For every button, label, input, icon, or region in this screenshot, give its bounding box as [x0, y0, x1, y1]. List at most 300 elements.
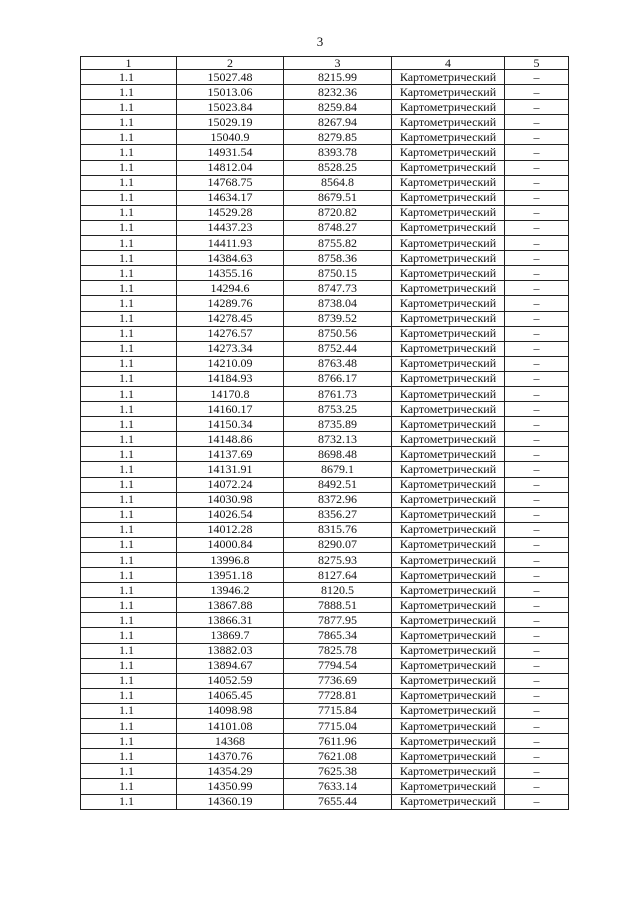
table-row — [81, 386, 569, 401]
table-row — [81, 356, 569, 371]
table-body — [81, 70, 569, 810]
method-cell: Картометрический — [392, 236, 505, 251]
table-row — [81, 447, 569, 462]
accuracy-cell: – — [505, 402, 569, 417]
y-coordinate-cell: 8267.94 — [284, 115, 392, 130]
table-row — [81, 492, 569, 507]
method-cell: Картометрический — [392, 281, 505, 296]
method-cell: Картометрический — [392, 311, 505, 326]
point-number-cell: 1.1 — [81, 779, 177, 794]
table-row — [81, 100, 569, 115]
x-coordinate-cell: 14384.63 — [177, 251, 284, 266]
accuracy-cell: – — [505, 371, 569, 386]
x-coordinate-cell: 14098.98 — [177, 703, 284, 718]
table-row — [81, 537, 569, 552]
method-cell: Картометрический — [392, 462, 505, 477]
y-coordinate-cell: 8679.1 — [284, 462, 392, 477]
x-coordinate-cell: 14634.17 — [177, 190, 284, 205]
point-number-cell: 1.1 — [81, 688, 177, 703]
point-number-cell: 1.1 — [81, 794, 177, 809]
y-coordinate-cell: 8215.99 — [284, 70, 392, 85]
x-coordinate-cell: 14072.24 — [177, 477, 284, 492]
table-row — [81, 734, 569, 749]
method-cell: Картометрический — [392, 537, 505, 552]
accuracy-cell: – — [505, 522, 569, 537]
method-cell: Картометрический — [392, 522, 505, 537]
accuracy-cell: – — [505, 341, 569, 356]
point-number-cell: 1.1 — [81, 432, 177, 447]
method-cell: Картометрический — [392, 175, 505, 190]
x-coordinate-cell: 14052.59 — [177, 673, 284, 688]
point-number-cell: 1.1 — [81, 522, 177, 537]
y-coordinate-cell: 7888.51 — [284, 598, 392, 613]
point-number-cell: 1.1 — [81, 568, 177, 583]
method-cell: Картометрический — [392, 477, 505, 492]
method-cell: Картометрический — [392, 779, 505, 794]
accuracy-cell: – — [505, 70, 569, 85]
accuracy-cell: – — [505, 266, 569, 281]
accuracy-cell: – — [505, 432, 569, 447]
point-number-cell: 1.1 — [81, 175, 177, 190]
x-coordinate-cell: 14210.09 — [177, 356, 284, 371]
accuracy-cell: – — [505, 447, 569, 462]
point-number-cell: 1.1 — [81, 462, 177, 477]
y-coordinate-cell: 7728.81 — [284, 688, 392, 703]
method-cell: Картометрический — [392, 205, 505, 220]
y-coordinate-cell: 8748.27 — [284, 220, 392, 235]
table-row — [81, 598, 569, 613]
method-cell: Картометрический — [392, 251, 505, 266]
accuracy-cell: – — [505, 598, 569, 613]
x-coordinate-cell: 14812.04 — [177, 160, 284, 175]
table-row — [81, 281, 569, 296]
method-cell: Картометрический — [392, 553, 505, 568]
x-coordinate-cell: 14026.54 — [177, 507, 284, 522]
column-header-3: 3 — [284, 57, 392, 70]
method-cell: Картометрический — [392, 326, 505, 341]
point-number-cell: 1.1 — [81, 236, 177, 251]
y-coordinate-cell: 7794.54 — [284, 658, 392, 673]
x-coordinate-cell: 14000.84 — [177, 537, 284, 552]
x-coordinate-cell: 14012.28 — [177, 522, 284, 537]
y-coordinate-cell: 8739.52 — [284, 311, 392, 326]
x-coordinate-cell: 14529.28 — [177, 205, 284, 220]
method-cell: Картометрический — [392, 402, 505, 417]
accuracy-cell: – — [505, 628, 569, 643]
method-cell: Картометрический — [392, 628, 505, 643]
x-coordinate-cell: 13951.18 — [177, 568, 284, 583]
y-coordinate-cell: 7715.84 — [284, 703, 392, 718]
x-coordinate-cell: 14184.93 — [177, 371, 284, 386]
method-cell: Картометрический — [392, 190, 505, 205]
table-row — [81, 613, 569, 628]
x-coordinate-cell: 14065.45 — [177, 688, 284, 703]
point-number-cell: 1.1 — [81, 734, 177, 749]
accuracy-cell: – — [505, 356, 569, 371]
column-header-2: 2 — [177, 57, 284, 70]
y-coordinate-cell: 8120.5 — [284, 583, 392, 598]
y-coordinate-cell: 8372.96 — [284, 492, 392, 507]
accuracy-cell: – — [505, 719, 569, 734]
accuracy-cell: – — [505, 658, 569, 673]
x-coordinate-cell: 14160.17 — [177, 402, 284, 417]
x-coordinate-cell: 14273.34 — [177, 341, 284, 356]
y-coordinate-cell: 7877.95 — [284, 613, 392, 628]
method-cell: Картометрический — [392, 417, 505, 432]
x-coordinate-cell: 14278.45 — [177, 311, 284, 326]
table-row — [81, 568, 569, 583]
table-row — [81, 402, 569, 417]
method-cell: Картометрический — [392, 688, 505, 703]
point-number-cell: 1.1 — [81, 115, 177, 130]
x-coordinate-cell: 15027.48 — [177, 70, 284, 85]
table-row — [81, 115, 569, 130]
accuracy-cell: – — [505, 100, 569, 115]
y-coordinate-cell: 8720.82 — [284, 205, 392, 220]
column-header-1: 1 — [81, 57, 177, 70]
accuracy-cell: – — [505, 296, 569, 311]
point-number-cell: 1.1 — [81, 266, 177, 281]
y-coordinate-cell: 8232.36 — [284, 85, 392, 100]
y-coordinate-cell: 8275.93 — [284, 553, 392, 568]
table-row — [81, 175, 569, 190]
x-coordinate-cell: 13882.03 — [177, 643, 284, 658]
y-coordinate-cell: 8738.04 — [284, 296, 392, 311]
point-number-cell: 1.1 — [81, 553, 177, 568]
point-number-cell: 1.1 — [81, 703, 177, 718]
accuracy-cell: – — [505, 492, 569, 507]
method-cell: Картометрический — [392, 266, 505, 281]
point-number-cell: 1.1 — [81, 311, 177, 326]
table-row — [81, 266, 569, 281]
method-cell: Картометрический — [392, 296, 505, 311]
x-coordinate-cell: 15023.84 — [177, 100, 284, 115]
column-header-5: 5 — [505, 57, 569, 70]
table-row — [81, 522, 569, 537]
accuracy-cell: – — [505, 220, 569, 235]
point-number-cell: 1.1 — [81, 100, 177, 115]
y-coordinate-cell: 7865.34 — [284, 628, 392, 643]
point-number-cell: 1.1 — [81, 70, 177, 85]
x-coordinate-cell: 14360.19 — [177, 794, 284, 809]
x-coordinate-cell: 14768.75 — [177, 175, 284, 190]
x-coordinate-cell: 14411.93 — [177, 236, 284, 251]
table-row — [81, 658, 569, 673]
y-coordinate-cell: 7715.04 — [284, 719, 392, 734]
table-header-row — [81, 57, 569, 70]
method-cell: Картометрический — [392, 734, 505, 749]
table-row — [81, 326, 569, 341]
point-number-cell: 1.1 — [81, 402, 177, 417]
column-header-4: 4 — [392, 57, 505, 70]
x-coordinate-cell: 15040.9 — [177, 130, 284, 145]
point-number-cell: 1.1 — [81, 190, 177, 205]
point-number-cell: 1.1 — [81, 658, 177, 673]
y-coordinate-cell: 8679.51 — [284, 190, 392, 205]
x-coordinate-cell: 14137.69 — [177, 447, 284, 462]
y-coordinate-cell: 7633.14 — [284, 779, 392, 794]
point-number-cell: 1.1 — [81, 613, 177, 628]
point-number-cell: 1.1 — [81, 386, 177, 401]
x-coordinate-cell: 14350.99 — [177, 779, 284, 794]
y-coordinate-cell: 7825.78 — [284, 643, 392, 658]
table-row — [81, 673, 569, 688]
x-coordinate-cell: 13996.8 — [177, 553, 284, 568]
point-number-cell: 1.1 — [81, 145, 177, 160]
x-coordinate-cell: 14931.54 — [177, 145, 284, 160]
accuracy-cell: – — [505, 643, 569, 658]
table-row — [81, 643, 569, 658]
y-coordinate-cell: 8290.07 — [284, 537, 392, 552]
table-row — [81, 462, 569, 477]
method-cell: Картометрический — [392, 220, 505, 235]
point-number-cell: 1.1 — [81, 296, 177, 311]
method-cell: Картометрический — [392, 100, 505, 115]
point-number-cell: 1.1 — [81, 598, 177, 613]
point-number-cell: 1.1 — [81, 477, 177, 492]
method-cell: Картометрический — [392, 598, 505, 613]
accuracy-cell: – — [505, 764, 569, 779]
point-number-cell: 1.1 — [81, 764, 177, 779]
y-coordinate-cell: 8279.85 — [284, 130, 392, 145]
y-coordinate-cell: 8315.76 — [284, 522, 392, 537]
accuracy-cell: – — [505, 326, 569, 341]
table-row — [81, 794, 569, 809]
method-cell: Картометрический — [392, 613, 505, 628]
method-cell: Картометрический — [392, 70, 505, 85]
method-cell: Картометрический — [392, 371, 505, 386]
table-row — [81, 779, 569, 794]
point-number-cell: 1.1 — [81, 447, 177, 462]
x-coordinate-cell: 14370.76 — [177, 749, 284, 764]
x-coordinate-cell: 13894.67 — [177, 658, 284, 673]
y-coordinate-cell: 8750.56 — [284, 326, 392, 341]
x-coordinate-cell: 15013.06 — [177, 85, 284, 100]
table-row — [81, 160, 569, 175]
point-number-cell: 1.1 — [81, 749, 177, 764]
x-coordinate-cell: 14101.08 — [177, 719, 284, 734]
table-row — [81, 719, 569, 734]
x-coordinate-cell: 14131.91 — [177, 462, 284, 477]
x-coordinate-cell: 14030.98 — [177, 492, 284, 507]
x-coordinate-cell: 14294.6 — [177, 281, 284, 296]
table-row — [81, 236, 569, 251]
method-cell: Картометрический — [392, 341, 505, 356]
accuracy-cell: – — [505, 537, 569, 552]
x-coordinate-cell: 14355.16 — [177, 266, 284, 281]
accuracy-cell: – — [505, 85, 569, 100]
accuracy-cell: – — [505, 236, 569, 251]
accuracy-cell: – — [505, 583, 569, 598]
method-cell: Картометрический — [392, 160, 505, 175]
x-coordinate-cell: 13946.2 — [177, 583, 284, 598]
page-number: 3 — [316, 34, 324, 49]
y-coordinate-cell: 8761.73 — [284, 386, 392, 401]
accuracy-cell: – — [505, 281, 569, 296]
accuracy-cell: – — [505, 794, 569, 809]
point-number-cell: 1.1 — [81, 220, 177, 235]
point-number-cell: 1.1 — [81, 628, 177, 643]
table-row — [81, 371, 569, 386]
y-coordinate-cell: 7611.96 — [284, 734, 392, 749]
y-coordinate-cell: 8732.13 — [284, 432, 392, 447]
method-cell: Картометрический — [392, 568, 505, 583]
accuracy-cell: – — [505, 417, 569, 432]
x-coordinate-cell: 14437.23 — [177, 220, 284, 235]
accuracy-cell: – — [505, 311, 569, 326]
table-row — [81, 507, 569, 522]
y-coordinate-cell: 7655.44 — [284, 794, 392, 809]
point-number-cell: 1.1 — [81, 583, 177, 598]
y-coordinate-cell: 8698.48 — [284, 447, 392, 462]
point-number-cell: 1.1 — [81, 643, 177, 658]
y-coordinate-cell: 8735.89 — [284, 417, 392, 432]
table-row — [81, 341, 569, 356]
point-number-cell: 1.1 — [81, 205, 177, 220]
method-cell: Картометрический — [392, 749, 505, 764]
accuracy-cell: – — [505, 673, 569, 688]
x-coordinate-cell: 15029.19 — [177, 115, 284, 130]
point-number-cell: 1.1 — [81, 673, 177, 688]
x-coordinate-cell: 14276.57 — [177, 326, 284, 341]
coordinates-table — [80, 56, 569, 810]
y-coordinate-cell: 8492.51 — [284, 477, 392, 492]
y-coordinate-cell: 8752.44 — [284, 341, 392, 356]
y-coordinate-cell: 8750.15 — [284, 266, 392, 281]
table-row — [81, 251, 569, 266]
table-row — [81, 477, 569, 492]
y-coordinate-cell: 8393.78 — [284, 145, 392, 160]
accuracy-cell: – — [505, 386, 569, 401]
accuracy-cell: – — [505, 251, 569, 266]
x-coordinate-cell: 13867.88 — [177, 598, 284, 613]
method-cell: Картометрический — [392, 432, 505, 447]
point-number-cell: 1.1 — [81, 85, 177, 100]
method-cell: Картометрический — [392, 85, 505, 100]
y-coordinate-cell: 8766.17 — [284, 371, 392, 386]
table-row — [81, 145, 569, 160]
table-row — [81, 688, 569, 703]
table-row — [81, 190, 569, 205]
table-row — [81, 311, 569, 326]
y-coordinate-cell: 8127.64 — [284, 568, 392, 583]
method-cell: Картометрический — [392, 356, 505, 371]
accuracy-cell: – — [505, 568, 569, 583]
method-cell: Картометрический — [392, 145, 505, 160]
y-coordinate-cell: 8758.36 — [284, 251, 392, 266]
x-coordinate-cell: 14170.8 — [177, 386, 284, 401]
accuracy-cell: – — [505, 205, 569, 220]
point-number-cell: 1.1 — [81, 130, 177, 145]
accuracy-cell: – — [505, 703, 569, 718]
table-row — [81, 205, 569, 220]
y-coordinate-cell: 8564.8 — [284, 175, 392, 190]
method-cell: Картометрический — [392, 764, 505, 779]
accuracy-cell: – — [505, 190, 569, 205]
method-cell: Картометрический — [392, 794, 505, 809]
x-coordinate-cell: 14354.29 — [177, 764, 284, 779]
table-row — [81, 628, 569, 643]
point-number-cell: 1.1 — [81, 356, 177, 371]
method-cell: Картометрический — [392, 643, 505, 658]
table-row — [81, 296, 569, 311]
y-coordinate-cell: 7621.08 — [284, 749, 392, 764]
method-cell: Картометрический — [392, 583, 505, 598]
table-row — [81, 70, 569, 85]
table-row — [81, 432, 569, 447]
point-number-cell: 1.1 — [81, 251, 177, 266]
accuracy-cell: – — [505, 115, 569, 130]
method-cell: Картометрический — [392, 719, 505, 734]
point-number-cell: 1.1 — [81, 371, 177, 386]
method-cell: Картометрический — [392, 703, 505, 718]
x-coordinate-cell: 13866.31 — [177, 613, 284, 628]
table-row — [81, 553, 569, 568]
accuracy-cell: – — [505, 145, 569, 160]
point-number-cell: 1.1 — [81, 341, 177, 356]
y-coordinate-cell: 8753.25 — [284, 402, 392, 417]
method-cell: Картометрический — [392, 673, 505, 688]
x-coordinate-cell: 13869.7 — [177, 628, 284, 643]
method-cell: Картометрический — [392, 447, 505, 462]
method-cell: Картометрический — [392, 386, 505, 401]
method-cell: Картометрический — [392, 492, 505, 507]
y-coordinate-cell: 7625.38 — [284, 764, 392, 779]
point-number-cell: 1.1 — [81, 719, 177, 734]
accuracy-cell: – — [505, 462, 569, 477]
accuracy-cell: – — [505, 749, 569, 764]
y-coordinate-cell: 8747.73 — [284, 281, 392, 296]
accuracy-cell: – — [505, 477, 569, 492]
table-row — [81, 749, 569, 764]
method-cell: Картометрический — [392, 130, 505, 145]
accuracy-cell: – — [505, 553, 569, 568]
accuracy-cell: – — [505, 779, 569, 794]
table-row — [81, 764, 569, 779]
table-row — [81, 583, 569, 598]
point-number-cell: 1.1 — [81, 281, 177, 296]
x-coordinate-cell: 14150.34 — [177, 417, 284, 432]
table-row — [81, 130, 569, 145]
method-cell: Картометрический — [392, 658, 505, 673]
accuracy-cell: – — [505, 507, 569, 522]
point-number-cell: 1.1 — [81, 160, 177, 175]
y-coordinate-cell: 8763.48 — [284, 356, 392, 371]
accuracy-cell: – — [505, 130, 569, 145]
accuracy-cell: – — [505, 613, 569, 628]
y-coordinate-cell: 8356.27 — [284, 507, 392, 522]
method-cell: Картометрический — [392, 115, 505, 130]
x-coordinate-cell: 14289.76 — [177, 296, 284, 311]
y-coordinate-cell: 8259.84 — [284, 100, 392, 115]
y-coordinate-cell: 8755.82 — [284, 236, 392, 251]
accuracy-cell: – — [505, 688, 569, 703]
y-coordinate-cell: 7736.69 — [284, 673, 392, 688]
table-row — [81, 703, 569, 718]
method-cell: Картометрический — [392, 507, 505, 522]
table-row — [81, 85, 569, 100]
accuracy-cell: – — [505, 160, 569, 175]
point-number-cell: 1.1 — [81, 326, 177, 341]
x-coordinate-cell: 14368 — [177, 734, 284, 749]
point-number-cell: 1.1 — [81, 507, 177, 522]
x-coordinate-cell: 14148.86 — [177, 432, 284, 447]
accuracy-cell: – — [505, 175, 569, 190]
point-number-cell: 1.1 — [81, 537, 177, 552]
point-number-cell: 1.1 — [81, 417, 177, 432]
table-row — [81, 220, 569, 235]
point-number-cell: 1.1 — [81, 492, 177, 507]
